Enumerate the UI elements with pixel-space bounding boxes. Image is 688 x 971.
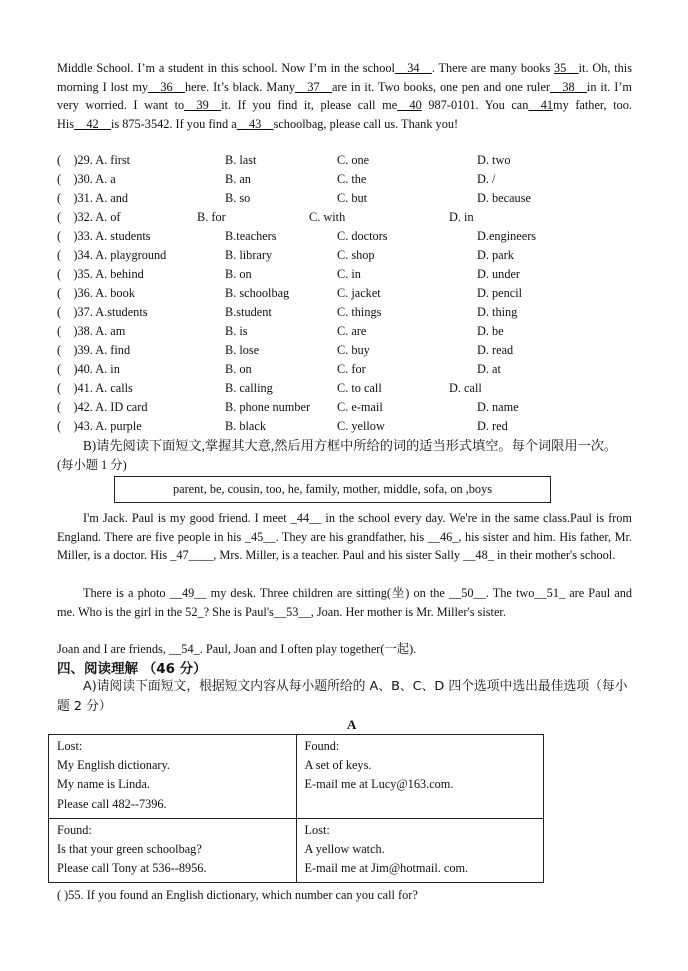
notice-line: E-mail me at Lucy@163.com. [304,777,454,792]
score-text: (每小题 1 分) [57,458,127,472]
blank-38: __38__ [550,79,587,94]
question-number: ( )41. A. calls [57,381,133,395]
instruction-text: B)请先阅读下面短文,掌握其大意,然后用方框中所给的词的适当形式填空。每个词限用一次。 [83,438,618,453]
option-c: C. to call [337,381,382,395]
question-number: ( )30. A. a [57,172,116,186]
cloze-passage [57,59,632,133]
blank-35: 35__ [554,61,579,75]
blank-40: __40 [397,98,422,113]
option-b: B. library [225,248,273,262]
question-37 [57,305,657,323]
notice-found-schoolbag [49,818,297,883]
passage-label: A [347,717,357,732]
question-number: ( )34. A. playground [57,248,167,262]
instruction-text: A)请阅读下面短文，根据短文内容从每小题所给的 A、B、C、D 四个选项中选出最佳选项（每小题 2 分） [57,679,628,714]
option-b: B. phone number [225,400,311,414]
option-b: B. is [225,324,248,338]
question-number: ( )35. A. behind [57,267,144,281]
question-34 [57,248,657,266]
option-d: D. park [477,248,514,262]
section-b-score [57,456,632,474]
question-31 [57,191,657,209]
blank-42: __42__ [74,116,111,131]
option-b: B. so [225,191,251,205]
option-c: C. things [337,305,382,319]
option-d: D. because [477,191,531,205]
notice-found-keys [296,735,544,819]
passage-text: it. Oh, this morning I lost my [57,61,632,94]
section-heading: 四、阅读理解 （46 分） [57,661,207,677]
question-38 [57,324,657,342]
option-d: D. name [477,400,519,414]
option-b: B. last [225,153,257,167]
question-30 [57,172,657,190]
option-c: C. in [337,267,361,281]
option-d: D. red [477,419,508,433]
question-41 [57,381,657,399]
section-b-paragraph-2 [57,584,632,621]
option-d: D. at [477,362,501,376]
question-number: ( )43. A. purple [57,419,142,433]
question-55: ( )55. If you found an English dictionary, which number can you call for? [57,888,418,902]
option-b: B. lose [225,343,260,357]
paragraph-text: I'm Jack. Paul is my good friend. I meet _44__ in the school every day. We're in the same class.Paul is from England. There are five people in his _45__. They are his grandfather, his __46_, his sister and him. His father, Mr. Miller, is a doctor. His _47____, Mrs. Miller, is a teacher. Paul and his sister Sally __48_ in their mother's school. [57,511,632,563]
notice-line: Lost: [304,822,330,837]
paragraph-text: Joan and I are friends, __54_. Paul, Joan and I often play together(一起). [57,642,417,656]
question-number: ( )36. A. book [57,286,135,300]
section-4-instruction [57,677,637,717]
question-number: ( )31. A. and [57,191,129,205]
option-c: C. with [309,210,346,224]
passage-text: Middle School. I’m a student in this school. Now I’m in the school [57,61,395,75]
option-b: B. calling [225,381,273,395]
option-c: C. are [337,324,367,338]
option-b: B.teachers [225,229,277,243]
passage-text: it. If you find it, please call me [221,98,398,113]
option-b: B. black [225,419,266,433]
blank-41: __41 [528,98,553,113]
notice-table [48,734,544,883]
word-box [114,476,551,503]
question-number: ( )40. A. in [57,362,120,376]
notice-line: Found: [304,739,340,753]
question-32 [57,210,657,228]
question-29 [57,153,657,171]
option-c: C. yellow [337,419,385,433]
option-d: D. thing [477,305,518,319]
option-c: C. buy [337,343,370,357]
question-number: ( )38. A. am [57,324,126,338]
option-b: B.student [225,305,272,319]
notice-lost-dictionary [49,735,297,819]
question-number: ( )39. A. find [57,343,131,357]
notice-line: Is that your green schoolbag? [57,842,202,857]
notice-line: Lost: [57,739,83,753]
notice-line: Please call 482--7396. [57,796,167,811]
option-c: C. for [337,362,366,376]
notice-line: Found: [57,822,92,837]
option-c: C. doctors [337,229,388,243]
option-c: C. but [337,191,368,205]
blank-34: __34__ [394,61,432,75]
notice-line: A set of keys. [304,758,372,773]
blank-39: __39__ [184,98,222,113]
notice-line: My name is Linda. [57,777,150,792]
option-c: C. the [337,172,367,186]
passage-text: my father, too. His [57,98,632,131]
passage-text: 987-0101. You can [428,98,529,113]
passage-text: are in it. Two books, one pen [331,79,480,94]
blank-43: __43__ [236,116,274,131]
question-33 [57,229,657,247]
passage-text: call us. Thank you! [363,116,459,131]
option-b: B. on [225,267,252,281]
question-39 [57,343,657,361]
option-d: D. under [477,267,521,281]
question-35 [57,267,657,285]
option-b: B. an [225,172,251,186]
notice-line: E-mail me at Jim@hotmail. com. [304,861,469,876]
option-b: B. schoolbag [225,286,290,300]
option-c: C. jacket [337,286,381,300]
option-c: C. shop [337,248,375,262]
passage-text: schoolbag, please [273,116,361,131]
option-d: D. in [449,210,474,224]
passage-text: and one ruler [483,79,551,94]
question-number: ( )33. A. students [57,229,151,243]
option-d: D. be [477,324,504,338]
question-number: ( )29. A. first [57,153,131,167]
section-b-paragraph-3 [57,640,632,659]
option-d: D.engineers [477,229,537,243]
option-b: B. on [225,362,252,376]
option-d: D. pencil [477,286,523,300]
notice-line: My English dictionary. [57,758,170,773]
blank-36: __36__ [148,79,185,94]
question-42 [57,400,657,418]
paragraph-text: There is a photo __49__ my desk. Three children are sitting(坐) on the __50__. The two__51_ are Paul and me. Who is the girl in the 52_? She is Paul's__53__, Joan. Her mother is Mr. Miller's sister. [57,586,632,619]
option-d: D. call [449,381,482,395]
question-number: ( )32. A. of [57,210,121,224]
question-40 [57,362,657,380]
passage-text: here. It’s black. Many [184,79,296,94]
option-c: C. e-mail [337,400,383,414]
passage-text: . There are many books [431,61,551,75]
question-number: ( )42. A. ID card [57,400,148,414]
question-number: ( )37. A.students [57,305,148,319]
section-b-instruction [57,436,642,455]
option-c: C. one [337,153,370,167]
notice-line: A yellow watch. [304,842,385,857]
word-list: parent, be, cousin, too, he, family, mother, middle, sofa, on ,boys [172,482,493,496]
notice-line: Please call Tony at 536--8956. [57,861,207,876]
passage-text: in it. I’m very worried. I want to [57,79,632,113]
question-36 [57,286,657,304]
option-d: D. two [477,153,511,167]
blank-37: __37__ [295,79,332,94]
option-d: D. read [477,343,514,357]
option-b: B. for [197,210,226,224]
question-43 [57,419,657,437]
notice-lost-watch [296,818,544,883]
section-b-paragraph-1 [57,509,632,565]
passage-text: is 875-3542. If you find a [110,116,237,131]
option-d: D. / [477,172,496,186]
